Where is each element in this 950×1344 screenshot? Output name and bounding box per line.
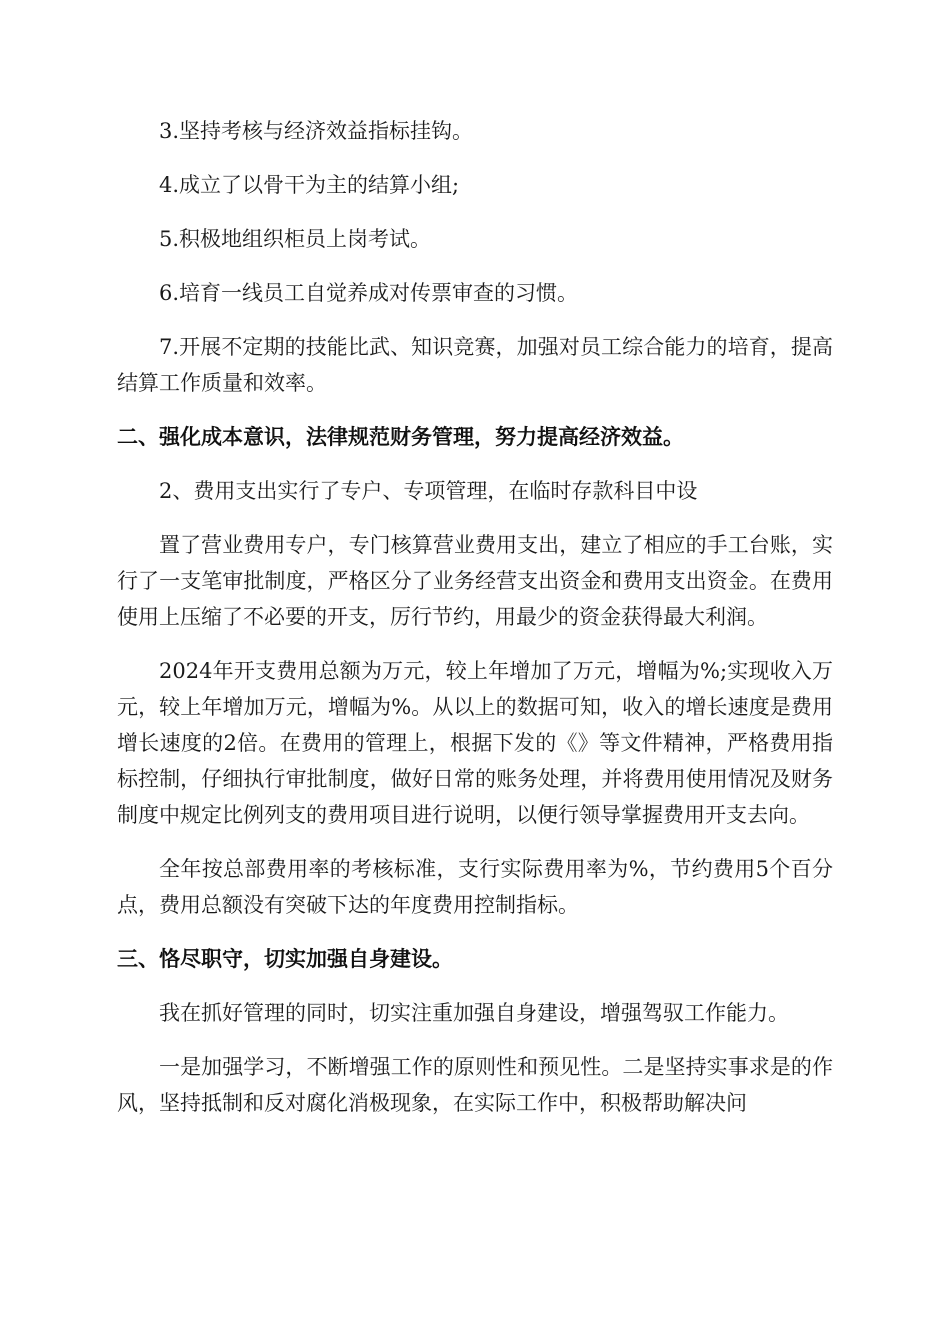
paragraph-expense-rate: 全年按总部费用率的考核标准，支行实际费用率为%，节约费用5个百分点，费用总额没有突破下达的年度费用控制指标。 [117, 857, 833, 917]
paragraph-item-4: 4.成立了以骨干为主的结算小组; [159, 173, 460, 197]
paragraph-item-3: 3.坚持考核与经济效益指标挂钩。 [159, 119, 474, 143]
paragraph-expense-accounts: 2、费用支出实行了专户、专项管理，在临时存款科目中设 [159, 479, 698, 503]
section-heading-3: 三、恪尽职守，切实加强自身建设。 [117, 947, 453, 971]
document-body [117, 113, 833, 1139]
section-heading-2: 二、强化成本意识，法律规范财务管理，努力提高经济效益。 [117, 425, 684, 449]
paragraph-2024-expenses: 2024年开支费用总额为万元，较上年增加了万元，增幅为%;实现收入万元，较上年增加万元，增幅为%。从以上的数据可知，收入的增长速度是费用增长速度的2倍。在费用的管理上，根据下发的《》等文件精神，严格费用指标控制，仔细执行审批制度，做好日常的账务处理，并将费用使用情况及财务制度中规定比例列支的费用项目进行说明，以便行领导掌握费用开支去向。 [117, 659, 833, 827]
paragraph-item-5: 5.积极地组织柜员上岗考试。 [159, 227, 432, 251]
paragraph-expense-ledger: 置了营业费用专户，专门核算营业费用支出，建立了相应的手工台账，实行了一支笔审批制度，严格区分了业务经营支出资金和费用支出资金。在费用使用上压缩了不必要的开支，厉行节约，用最少的资金获得最大利润。 [117, 533, 833, 629]
paragraph-item-7: 7.开展不定期的技能比武、知识竞赛，加强对员工综合能力的培育，提高结算工作质量和效率。 [117, 335, 833, 395]
paragraph-item-6: 6.培育一线员工自觉养成对传票审查的习惯。 [159, 281, 579, 305]
paragraph-study-and-style: 一是加强学习，不断增强工作的原则性和预见性。二是坚持实事求是的作风，坚持抵制和反对腐化消极现象，在实际工作中，积极帮助解决问 [117, 1055, 833, 1115]
paragraph-self-building: 我在抓好管理的同时，切实注重加强自身建设，增强驾驭工作能力。 [159, 1001, 789, 1025]
